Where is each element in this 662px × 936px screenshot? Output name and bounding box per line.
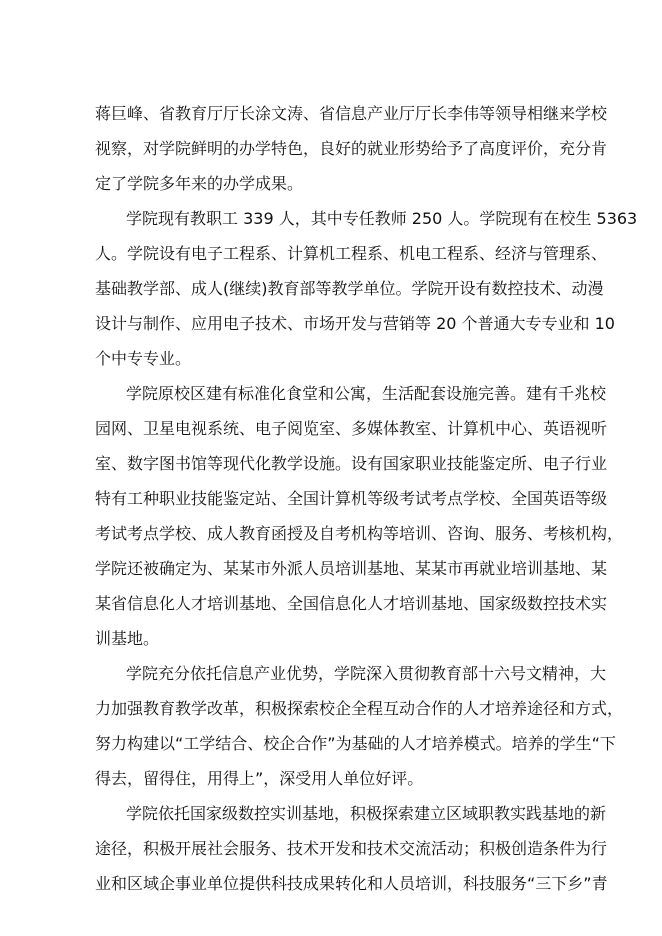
text-line: 业和区域企事业单位提供科技成果转化和人员培训，科技服务“三下乡”青 — [95, 874, 608, 893]
text-line: 努力构建以“工学结合、校企合作”为基础的人才培养模式。培养的学生“下 — [95, 734, 616, 753]
text-line: 某省信息化人才培训基地、全国信息化人才培训基地、国家级数控技术实 — [95, 594, 608, 613]
text-line: 训基地。 — [95, 629, 160, 648]
paragraph — [95, 96, 608, 201]
text-line: 学院原校区建有标准化食堂和公寓，生活配套设施完善。建有千兆校 — [126, 384, 607, 403]
text-line: 得去，留得住，用得上”，深受用人单位好评。 — [95, 769, 424, 788]
text-line: 个中专专业。 — [95, 349, 192, 368]
paragraph — [95, 656, 624, 796]
text-line: 基础教学部、成人(继续)教育部等教学单位。学院开设有数控技术、动漫 — [95, 279, 604, 298]
text-line: 学院还被确定为、某某市外派人员培训基地、某某市再就业培训基地、某 — [95, 559, 608, 578]
text-line: 学院充分依托信息产业优势，学院深入贯彻教育部十六号文精神，大 — [126, 664, 607, 683]
text-line: 学院现有教职工 339 人，其中专任教师 250 人。学院现有在校生 5363 — [126, 209, 638, 228]
text-line: 特有工种职业技能鉴定站、全国计算机等级考试考点学校、全国英语等级 — [95, 489, 608, 508]
paragraph — [95, 796, 608, 901]
text-line: 学院依托国家级数控实训基地，积极探索建立区域职教实践基地的新 — [126, 804, 607, 823]
text-line: 定了学院多年来的办学成果。 — [95, 174, 304, 193]
text-line: 途径，积极开展社会服务、技术开发和技术交流活动；积极创造条件为行 — [95, 839, 608, 858]
text-line: 园网、卫星电视系统、电子阅览室、多媒体教室、计算机中心、英语视听 — [95, 419, 608, 438]
text-line: 力加强教育教学改革，积极探索校企全程互动合作的人才培养途径和方式， — [95, 699, 624, 718]
document-body — [95, 96, 638, 901]
text-line: 考试考点学校、成人教育函授及自考机构等培训、咨询、服务、考核机构， — [95, 524, 624, 543]
paragraph — [95, 201, 638, 376]
text-line: 室、数字图书馆等现代化教学设施。设有国家职业技能鉴定所、电子行业 — [95, 454, 608, 473]
text-line: 设计与制作、应用电子技术、市场开发与营销等 20 个普通大专专业和 10 — [95, 314, 615, 333]
text-line: 蒋巨峰、省教育厅厅长涂文涛、省信息产业厅厅长李伟等领导相继来学校 — [95, 104, 608, 123]
paragraph — [95, 376, 624, 656]
text-line: 人。学院设有电子工程系、计算机工程系、机电工程系、经济与管理系、 — [95, 244, 608, 263]
text-line: 视察，对学院鲜明的办学特色，良好的就业形势给予了高度评价，充分肯 — [95, 139, 608, 158]
